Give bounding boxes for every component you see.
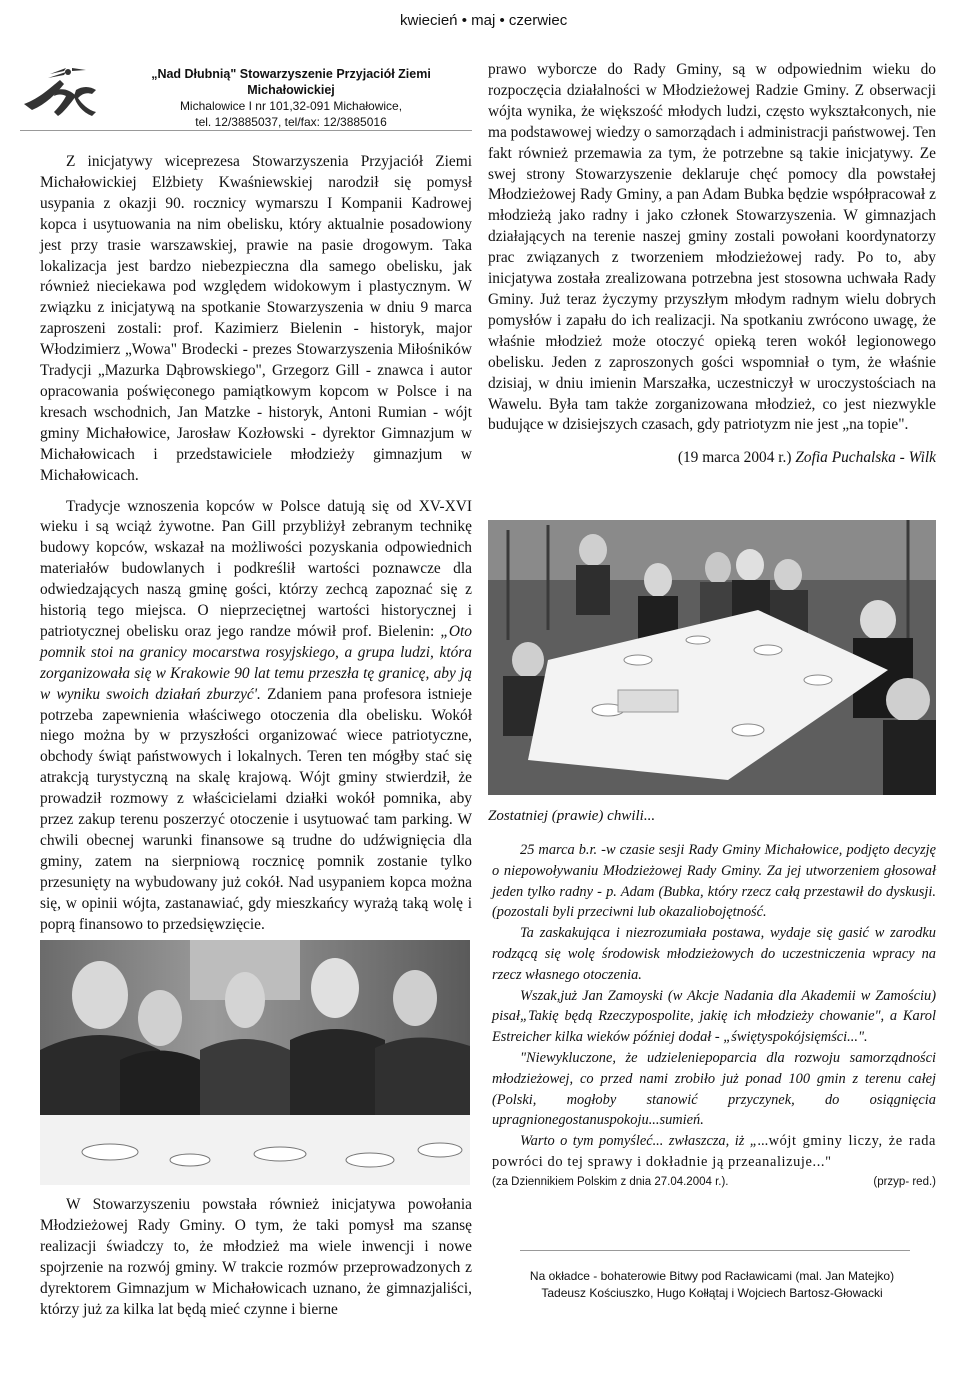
correction-box [492,840,936,1191]
left-paragraph-1: Z inicjatywy wiceprezesa Stowarzyszenia Przyjaciół Ziemi Michałowickiej Elżbiety Kwaśniewskiej narodził się pomysł usypania z okazji 90. rocznicy wymarszu I Kompanii Kadrowej kopca i usytuowania na nim obelisku, który aktualnie posadowiony jest przy trasie warszawskiej, prawie na pasie drogowym. Taka lokalizacja jest bardzo niebezpieczna dla samego obelisku, jak również nieciekawa pod względem widokowym i plastycznym. W związku z inicjatywą na spotkanie Stowarzyszenia w dniu 9 marca zaproszeni zostali: prof. Kazimierz Bielenin - historyk, major Włodzimierz „Wowa" Brodecki - prezes Stowarzyszenia Miłośników Tradycji „Mazurka Dąbrowskiego", Grzegorz Gill - znawca i autor opracowania poświęconego pamiątkowym kopcom w Polsce i na kresach wschodnich, Jan Matzke - historyk, Antoni Rumian - wójt gminy Michałowice, Jarosław Kozłowski - dyrektor Gimnazjum w Michałowicach i przedstawiciele młodzieży gimnazjum w Michałowicach. [40,153,472,484]
cover-note [488,1268,936,1302]
editor-note: (przyp- red.) [873,1175,936,1188]
left-paragraph-3: W Stowarzyszeniu powstała również inicjatywa powołania Młodzieżowej Rady Gminy. O tym, że taki pomysł ma szansę realizacji świadczy to, że młodzież ma wiele inwencji i nowe spojrzenie na rozwój gminy. W trakcie rozmów przeprowadzonych z dyrektorem Gimnazjum w Michałowicach uznano, że gimnazjaliści, którzy już za kilka lat będą mieć czynne i bierne [40,1196,472,1318]
left-paragraph-2-start: Tradycje wznoszenia kopców w Polsce datują się od XV-XVI wieku i są wciąż żywotne. Pan Gill przybliżył zebranym technikę budowy kopców, wskazał na możliwości pozyskania odpowiednich materiałów budowlanych i podkreślił wartości poznawcze dla odwiedzających naszą gminę gości, którzy zechcą zapoznać się z historią tego miejsca. O nieprzeciętnej wartości historycznej i patriotycznej obelisku oraz jego randze mówił prof. Bielenin: [40,497,472,640]
source-line [492,1173,936,1191]
left-paragraph-2 [40,497,472,936]
photo-guests-at-table [40,940,470,1185]
right-column [488,60,936,469]
correction-paragraph-5-italic: Warto o tym pomyśleć... zwłaszcza, iż „... [520,1133,769,1150]
correction-paragraph-4: "Niewykluczone, że udzieleniepoparcia dla rozwoju samorządności młodzieżowej, co przed nami zrobiło już ponad 100 gmin z terenu całej (Polski, mogłoby stanowić przyczynek, do osiągnięcia upragnionegostanuspokoju...sumień. [492,1049,936,1129]
org-phone: tel. 12/3885037, tel/fax: 12/3885016 [195,115,387,129]
correction-paragraph-5 [492,1131,936,1173]
bielenin-quote: „Oto pomnik stoi na granicy mocarstwa rosyjskiego, a grupa ludzi, która zorganizowała się w Krakowie 90 lat temu przeszła tę granicę, aby ją w wyniku swoich działań zburzyć'. [40,622,472,703]
right-paragraph-1: prawo wyborcze do Rady Gminy, są w odpowiednim wieku do rozpoczęcia działalności w Młodzieżowej Radzie Gminy. Z obserwacji wójta wynika, że większość młodych ludzi, często wykształconych, nie ma podstawowej wiedzy o samorządach i administracji państwowej. Ten fakt również przemawia za tym, że potrzebne są takie inicjatywy. Ze swej strony Stowarzyszenie deklaruje chęć pomocy dla powstałej Młodzieżowej Rady Gminy, a pan Adam Bubka będzie współpracował z młodzieżą jako radny i jako członek Stowarzyszenia. W gimnazjach działających na terenie naszej gminy zostali powołani koordynatorzy prac związanych z tworzeniem młodzieżowej rady. Po to, aby inicjatywa została zrealizowana potrzebna jest stosowna uchwała Rady Gminy. Już teraz życzymy przyszłym młodym radnym wielu dobrych pomysłów i zapału do ich realizacji. Na spotkaniu zwrócono uwagę, że właśnie młodzież może otoczyć opieką teren wokół legionowego obelisku. Jeden z zaproszonych gości wspomniał o tym, że właśnie dzisiaj, w dniu imienin Marszałka, uczestniczył w uroczystościach na Wawelu. Była tam także zorganizowana młodzież, co jest niezwykle budujące w dzisiejszych czasach, gdy patriotyzm nie jest „na topie". [488,61,936,434]
left-paragraph-2-end: Zdaniem pana profesora istnieje potrzeba zapewnienia właściwego otoczenia dla obelisku. Wokół niego można by w przyszłości organizować wiece patriotyczne, obchody świąt państwowych i lokalnych. Teren ten mógłby stać się atrakcją turystyczną na skalę krajową. Wójt gminy stwierdził, że prowadził rozmowy z właścicielami działki wokół pomnika, aby przez zakup terenu poszerzyć otoczenie i usytuować tam parking. W chwili obecnej warunki finansowe są trudne do udźwignięcia dla gminy, zatem na sierpniową rocznicę pomnik zostanie tylko przesunięty na wybudowany już cokół. Nad usypaniem kopca można się, w opinii wójta, zastanawiać, gdy mieszkańcy wyrażą taką wolę i poprą finansowo to przedsięwzięcie. [40,685,472,933]
footer-rule [520,1250,910,1251]
left-column [40,152,472,936]
association-logo [20,60,104,120]
signature-date: (19 marca 2004 r.) [677,449,796,467]
signature-name: Zofia Puchalska - Wilk [795,449,936,467]
org-contact-block [112,66,470,130]
caption-heading: Zostatniej (prawie) chwili... [488,808,656,824]
running-head: kwiecień • maj • czerwiec [400,12,568,29]
article-signature [488,448,936,469]
header-rule [20,130,472,131]
org-address: Michalowice I nr 101,32-091 Michałowice, [179,99,403,113]
left-column-bottom [40,1195,472,1320]
correction-paragraph-2: Ta zaskakująca i niezrozumiała postawa, wydaje się gasić w zarodku rodzącą się wolę środowisk młodzieżowych do uczestniczenia wpracy na rzecz własnego otoczenia. [492,925,936,983]
correction-paragraph-1: 25 marca b.r. -w czasie sesji Rady Gminy Michałowice, podjęto decyzję o niepowoływaniu Młodzieżowej Rady Gminy. Za jej utworzeniem głosował jeden tylko radny - p. Adam (Bubka, który rzecz całą przestawił do dyskusji. (pozostali byli przeciwni lub okazaliobojętność. [492,842,936,921]
cover-note-line-2: Tadeusz Kościuszko, Hugo Kołłątaj i Wojciech Bartosz-Głowacki [541,1286,883,1300]
photo-meeting-room [488,520,936,795]
correction-paragraph-5-rest: wójt gminy liczy, że rada powróci do tej sprawy i dokładnie ją przeanalizuje..." [492,1133,936,1170]
correction-paragraph-3: Wszak,już Jan Zamoyski (w Akcje Nadania dla Akademii w Zamościu) pisał„Takię będą Rzeczypospolite, jakię ich młodzieży chowanie", a Karol Estreicher kilka wieków później dodał - „świętyspokójsięmści...". [492,987,936,1046]
org-name: „Nad Dłubnią" Stowarzyszenie Przyjaciół Ziemi Michałowickiej [151,67,431,97]
cover-note-line-1: Na okładce - bohaterowie Bitwy pod Racławicami (mal. Jan Matejko) [529,1269,895,1283]
source-note: (za Dziennikiem Polskim z dnia 27.04.2004 r.). [492,1175,729,1188]
